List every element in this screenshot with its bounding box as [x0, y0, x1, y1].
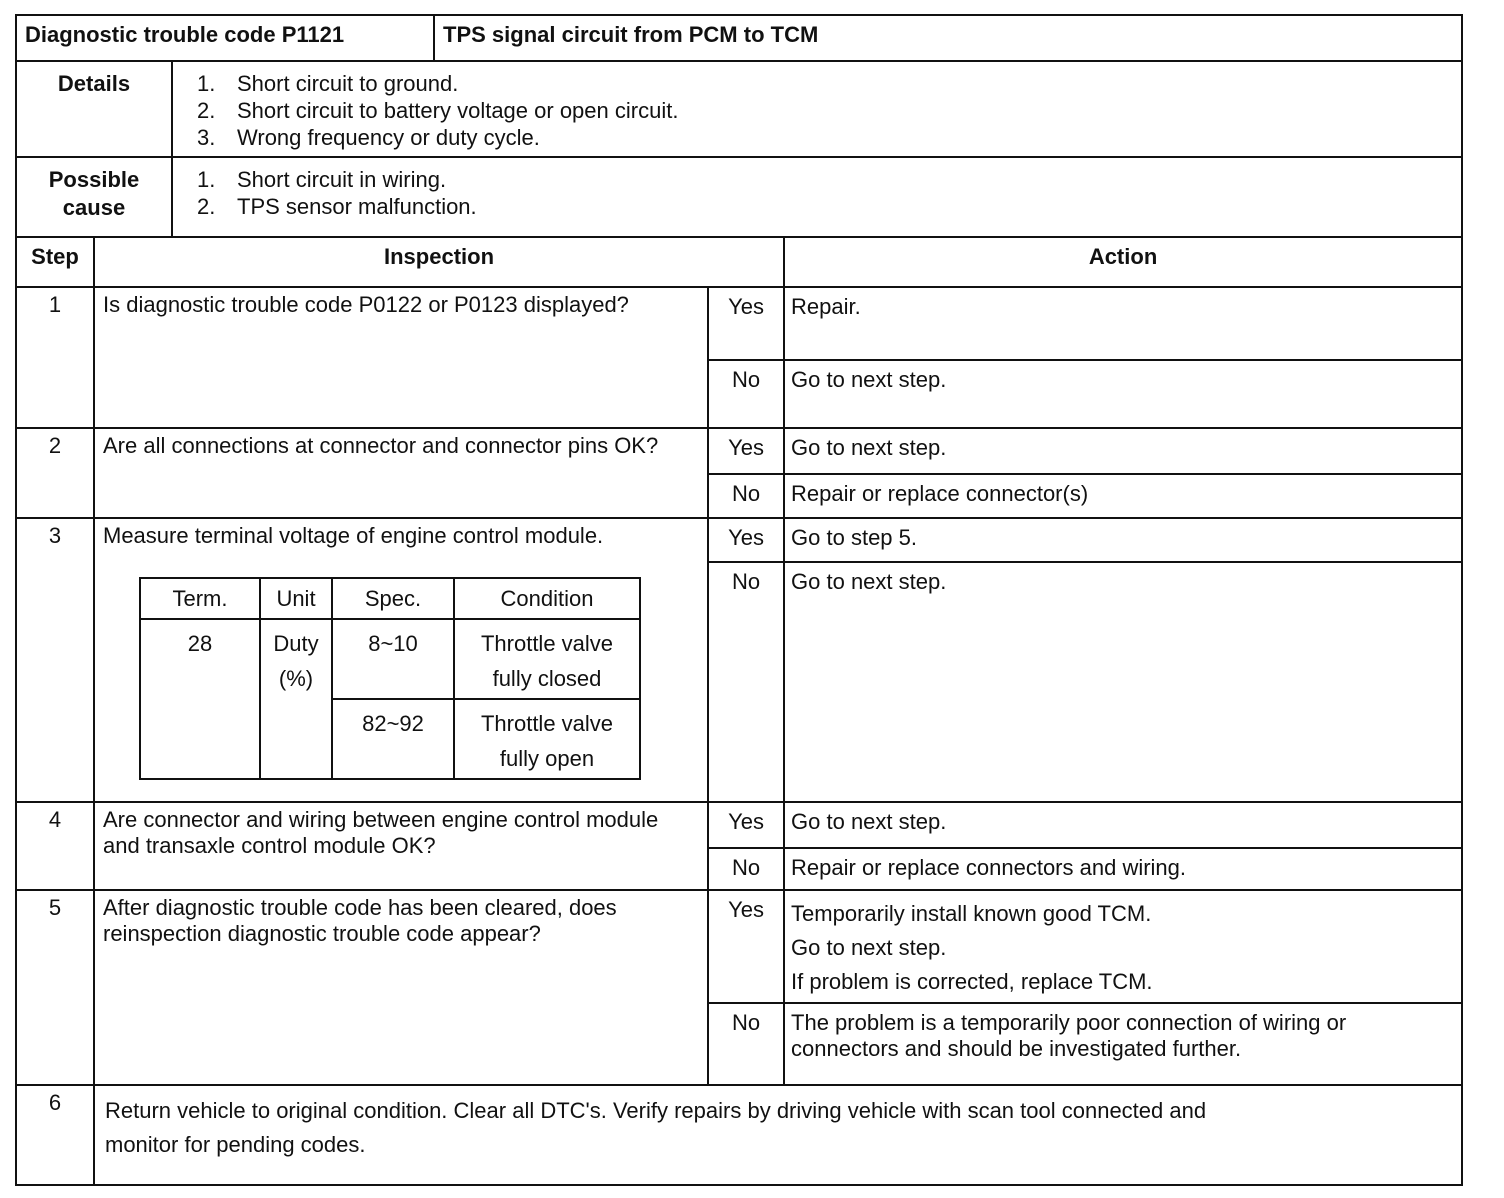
spec-value: 82~92 [332, 699, 454, 779]
no-label: No [708, 848, 784, 890]
dtc-title: TPS signal circuit from PCM to TCM [443, 22, 819, 47]
spec-condition-cell [454, 619, 640, 699]
yes-label: Yes [708, 802, 784, 848]
spec-value: 8~10 [332, 619, 454, 699]
final-step-text [94, 1085, 1462, 1185]
item-text: Short circuit in wiring. [237, 167, 447, 193]
step-header-text: Step [31, 244, 79, 270]
yes-action-line2: Go to next step. [791, 935, 947, 961]
step-inspection: Measure terminal voltage of engine control module. [103, 522, 604, 548]
step-number: 2 [16, 428, 94, 518]
no-action: Repair or replace connector(s) [784, 474, 1462, 518]
terminal-spec-table [139, 577, 641, 780]
step-number: 6 [16, 1085, 94, 1185]
step-inspection: Are connector and wiring between engine control module and transaxle control module OK? [94, 802, 708, 890]
spec-unit-line2: (%) [278, 665, 314, 691]
yes-action: Go to next step. [784, 428, 1462, 474]
condition-line2: fully open [499, 745, 595, 771]
yes-action-cell [784, 890, 1462, 1002]
details-label: Details [57, 71, 131, 97]
condition-line2: fully closed [492, 665, 602, 691]
possible-cause-list [172, 157, 1462, 237]
yes-action: Go to step 5. [784, 518, 1462, 562]
condition-line1: Throttle valve [480, 630, 614, 656]
item-number: 2. [197, 194, 216, 220]
yes-action: Repair. [784, 287, 1462, 359]
step-number: 5 [16, 890, 94, 1084]
item-text: Wrong frequency or duty cycle. [237, 125, 540, 151]
step-inspection: After diagnostic trouble code has been cleared, does reinspection diagnostic trouble code appear? [94, 890, 708, 1084]
spec-header-condition: Condition [454, 578, 640, 619]
yes-action: Go to next step. [784, 802, 1462, 848]
details-list [172, 61, 1462, 157]
details-item [197, 70, 1461, 97]
spec-term-value: 28 [140, 619, 260, 779]
no-action: Repair or replace connectors and wiring. [784, 848, 1462, 890]
item-number: 2. [197, 98, 216, 124]
item-number: 1. [197, 71, 216, 97]
item-number: 1. [197, 167, 216, 193]
possible-cause-label-line1: Possible [48, 167, 140, 193]
item-number: 3. [197, 125, 216, 151]
step-number: 1 [16, 287, 94, 427]
item-text: TPS sensor malfunction. [237, 194, 477, 220]
inspection-header-text: Inspection [384, 244, 495, 270]
yes-label: Yes [708, 287, 784, 359]
yes-label: Yes [708, 890, 784, 1002]
spec-header-unit: Unit [260, 578, 332, 619]
inspection-column-header [94, 237, 784, 287]
no-label: No [708, 474, 784, 518]
terminal-spec-table-wrap [139, 577, 699, 780]
no-action: Go to next step. [784, 360, 1462, 428]
spec-header-spec: Spec. [332, 578, 454, 619]
dtc-title-cell [434, 15, 1462, 61]
no-label: No [708, 360, 784, 428]
yes-action-line3: If problem is corrected, replace TCM. [791, 969, 1153, 995]
yes-action-line1: Temporarily install known good TCM. [791, 901, 1152, 927]
step-number: 4 [16, 802, 94, 890]
dtc-code-label: Diagnostic trouble code P1121 [25, 22, 345, 47]
final-step-line2: monitor for pending codes. [105, 1131, 366, 1157]
step-inspection-cell [94, 518, 708, 802]
main-table [15, 14, 1463, 1186]
item-text: Short circuit to battery voltage or open circuit. [237, 98, 679, 124]
no-label: No [708, 562, 784, 802]
possible-cause-label-line2: cause [62, 195, 126, 221]
item-text: Short circuit to ground. [237, 71, 459, 97]
condition-line1: Throttle valve [480, 710, 614, 736]
yes-label: Yes [708, 518, 784, 562]
details-label-cell [16, 61, 172, 157]
step-inspection: Is diagnostic trouble code P0122 or P0123 displayed? [94, 287, 708, 427]
action-header-text: Action [1088, 244, 1158, 270]
spec-unit-line1: Duty [273, 630, 319, 656]
spec-header-term: Term. [140, 578, 260, 619]
yes-label: Yes [708, 428, 784, 474]
cause-item [197, 193, 1461, 220]
step-column-header [16, 237, 94, 287]
diagnostic-procedure-table [15, 14, 1461, 1186]
step-number: 3 [16, 518, 94, 802]
cause-item [197, 166, 1461, 193]
no-action: Go to next step. [784, 562, 1462, 802]
spec-unit-cell [260, 619, 332, 779]
details-item [197, 97, 1461, 124]
possible-cause-label-cell [16, 157, 172, 237]
no-action: The problem is a temporarily poor connection of wiring or connectors and should be investigated further. [784, 1003, 1462, 1085]
spec-condition-cell [454, 699, 640, 779]
no-label: No [708, 1003, 784, 1085]
action-column-header [784, 237, 1462, 287]
details-item [197, 124, 1461, 151]
step-inspection: Are all connections at connector and connector pins OK? [94, 428, 708, 518]
dtc-code-cell [16, 15, 434, 61]
final-step-line1: Return vehicle to original condition. Clear all DTC's. Verify repairs by driving vehicle with scan tool connected and [105, 1097, 1207, 1123]
